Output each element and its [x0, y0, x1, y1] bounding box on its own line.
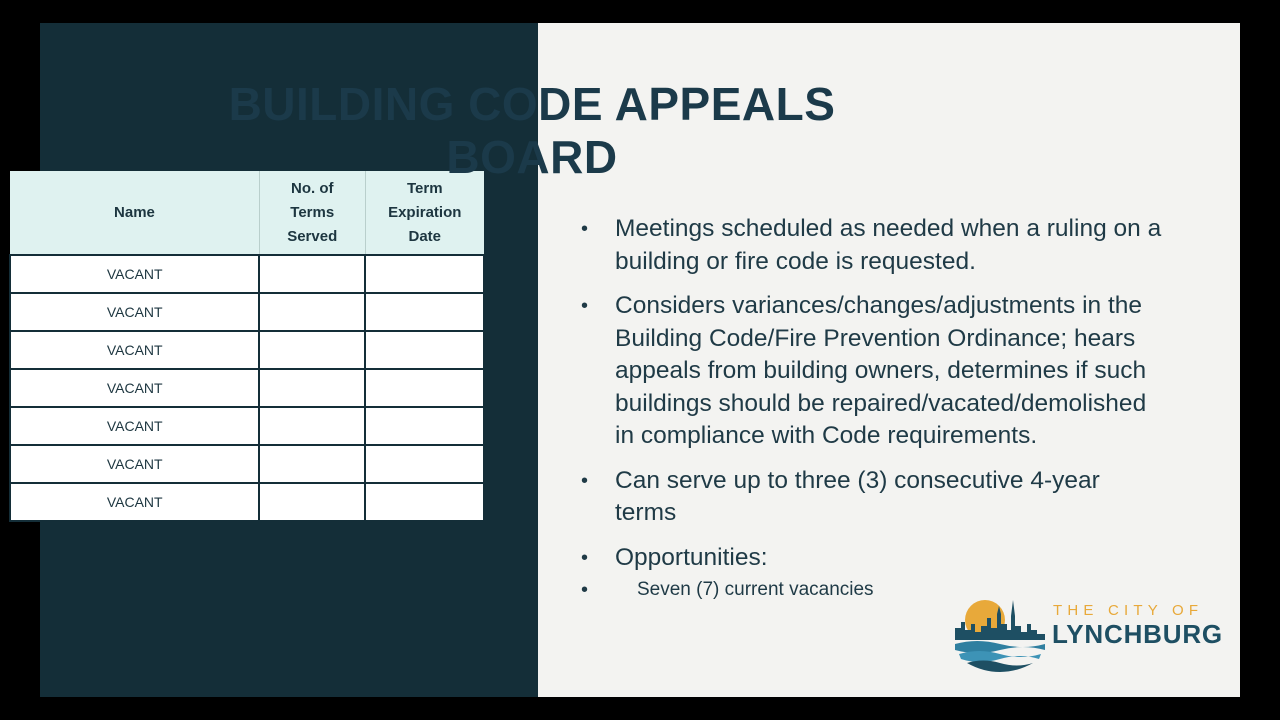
table-row — [10, 407, 484, 445]
cell-expiration — [365, 255, 484, 293]
bullet-meetings-text: Meetings scheduled as needed when a ruling on a building or fire code is requested. — [615, 215, 1162, 275]
bullet-dot: • — [581, 295, 589, 317]
cell-name: VACANT — [10, 255, 259, 293]
bullet-opportunities — [575, 542, 1165, 575]
bullet-dot: • — [581, 546, 589, 569]
header-terms-label-1: No. of — [290, 179, 334, 197]
cell-name: VACANT — [10, 293, 259, 331]
header-terms-label-3: Served — [287, 227, 338, 245]
header-exp-label-2: Expiration — [388, 203, 462, 221]
table-row — [10, 255, 484, 293]
header-exp-label-1: Term — [406, 179, 443, 197]
cell-terms — [259, 445, 365, 483]
bullet-terms — [575, 465, 1165, 530]
cell-terms — [259, 255, 365, 293]
cell-terms — [259, 369, 365, 407]
logo-small-text: THE CITY OF — [1053, 602, 1204, 619]
slide-title-line-2: BOARD — [446, 131, 618, 183]
bullet-considers — [575, 290, 1165, 453]
table-row — [10, 369, 484, 407]
cell-expiration — [365, 293, 484, 331]
logo-big-text: LYNCHBURG — [1052, 619, 1223, 649]
bullet-dot: • — [581, 469, 589, 492]
cell-expiration — [365, 445, 484, 483]
table-row — [10, 445, 484, 483]
header-name-label: Name — [114, 203, 155, 221]
cell-terms — [259, 331, 365, 369]
bullet-dot: • — [581, 218, 589, 240]
header-terms-label-2: Terms — [290, 203, 335, 221]
bullet-meetings — [575, 213, 1165, 278]
table-row — [10, 293, 484, 331]
bullet-opportunities-text: Opportunities: — [615, 543, 768, 571]
bullet-list — [575, 213, 1165, 614]
cell-expiration — [365, 331, 484, 369]
slide-title — [172, 78, 892, 184]
cell-terms — [259, 407, 365, 445]
sub-bullet-vacancies-text: Seven (7) current vacancies — [637, 579, 874, 600]
cell-expiration — [365, 483, 484, 521]
slide-title-line-1: BUILDING CODE APPEALS — [228, 78, 836, 130]
cell-name: VACANT — [10, 407, 259, 445]
cell-expiration — [365, 369, 484, 407]
bullet-considers-text: Considers variances/changes/adjustments in the Building Code/Fire Prevention Ordinance; hears appeals from building owners, determines if such buildings should be repaired/vacated/demolished in compliance with Code requirements. — [615, 292, 1147, 449]
bullet-terms-text: Can serve up to three (3) consecutive 4-year terms — [615, 466, 1100, 526]
cell-name: VACANT — [10, 369, 259, 407]
cell-name: VACANT — [10, 331, 259, 369]
board-members-table — [9, 171, 485, 522]
table-row — [10, 331, 484, 369]
cell-expiration — [365, 407, 484, 445]
header-exp-label-3: Date — [408, 227, 442, 245]
cell-name: VACANT — [10, 445, 259, 483]
cell-terms — [259, 483, 365, 521]
city-of-lynchburg-logo — [953, 594, 1223, 674]
sub-bullet-dot: • — [581, 579, 589, 601]
table-row — [10, 483, 484, 521]
cell-name: VACANT — [10, 483, 259, 521]
cell-terms — [259, 293, 365, 331]
city-skyline-logo-icon — [953, 594, 1047, 672]
